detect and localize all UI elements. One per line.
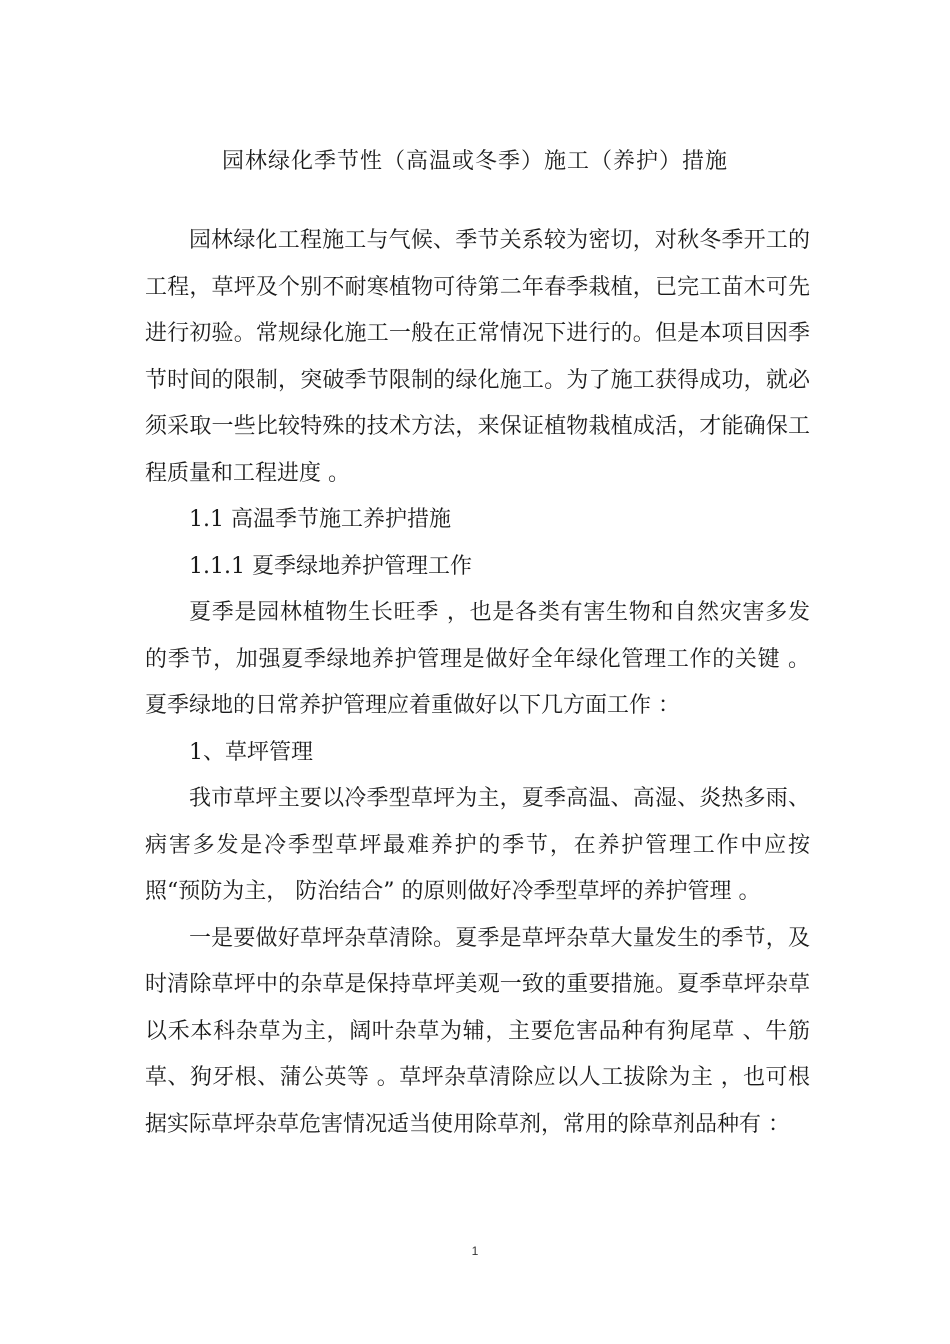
section-heading-1-1: 1.1 高温季节施工养护措施: [189, 507, 451, 532]
section-heading-1-1-1: 1.1.1 夏季绿地养护管理工作: [189, 553, 472, 579]
paragraph-intro: 园林绿化工程施工与气候、季节关系较为密切，对秋冬季开工的工程，草坪及个别不耐寒植物可待第二年春季栽植，已完工苗木可先进行初验。常规绿化施工一般在正常情况下进行的。但是本项目因季节时间的限制，突破季节限制的绿化施工。为了施工获得成功，就必须采取一些比较特殊的技术方法，来保证植物栽植成活，才能确保工程质量和工程进度 。: [145, 228, 810, 486]
paragraph-weeds: 一是要做好草坪杂草清除。夏季是草坪杂草大量发生的季节，及时清除草坪中的杂草是保持草坪美观一致的重要措施。夏季草坪杂草以禾本科杂草为主，阔叶杂草为辅，主要危害品种有狗尾草 、牛筋草、狗牙根、蒲公英等 。草坪杂草清除应以人工拔除为主 ，也可根据实际草坪杂草危害情况适当使用除草剂，常用的除草剂品种有 ：: [145, 925, 810, 1137]
document-body: [145, 218, 810, 1148]
paragraph-lawn: 我市草坪主要以冷季型草坪为主，夏季高温、高湿、炎热多雨、病害多发是冷季型草坪最难养护的季节，在养护管理工作中应按照“预防为主， 防治结合” 的原则做好冷季型草坪的养护管理 。: [145, 786, 810, 904]
list-heading-lawn: 1、草坪管理: [189, 739, 313, 765]
document-title: 园林绿化季节性（高温或冬季）施工（养护）措施: [221, 149, 728, 174]
paragraph-summer: 夏季是园林植物生长旺季 ，也是各类有害生物和自然灾害多发的季节，加强夏季绿地养护管理是做好全年绿化管理工作的关键 。夏季绿地的日常养护管理应着重做好以下几方面工作 ：: [145, 600, 810, 718]
page-number: 1: [471, 1244, 479, 1258]
